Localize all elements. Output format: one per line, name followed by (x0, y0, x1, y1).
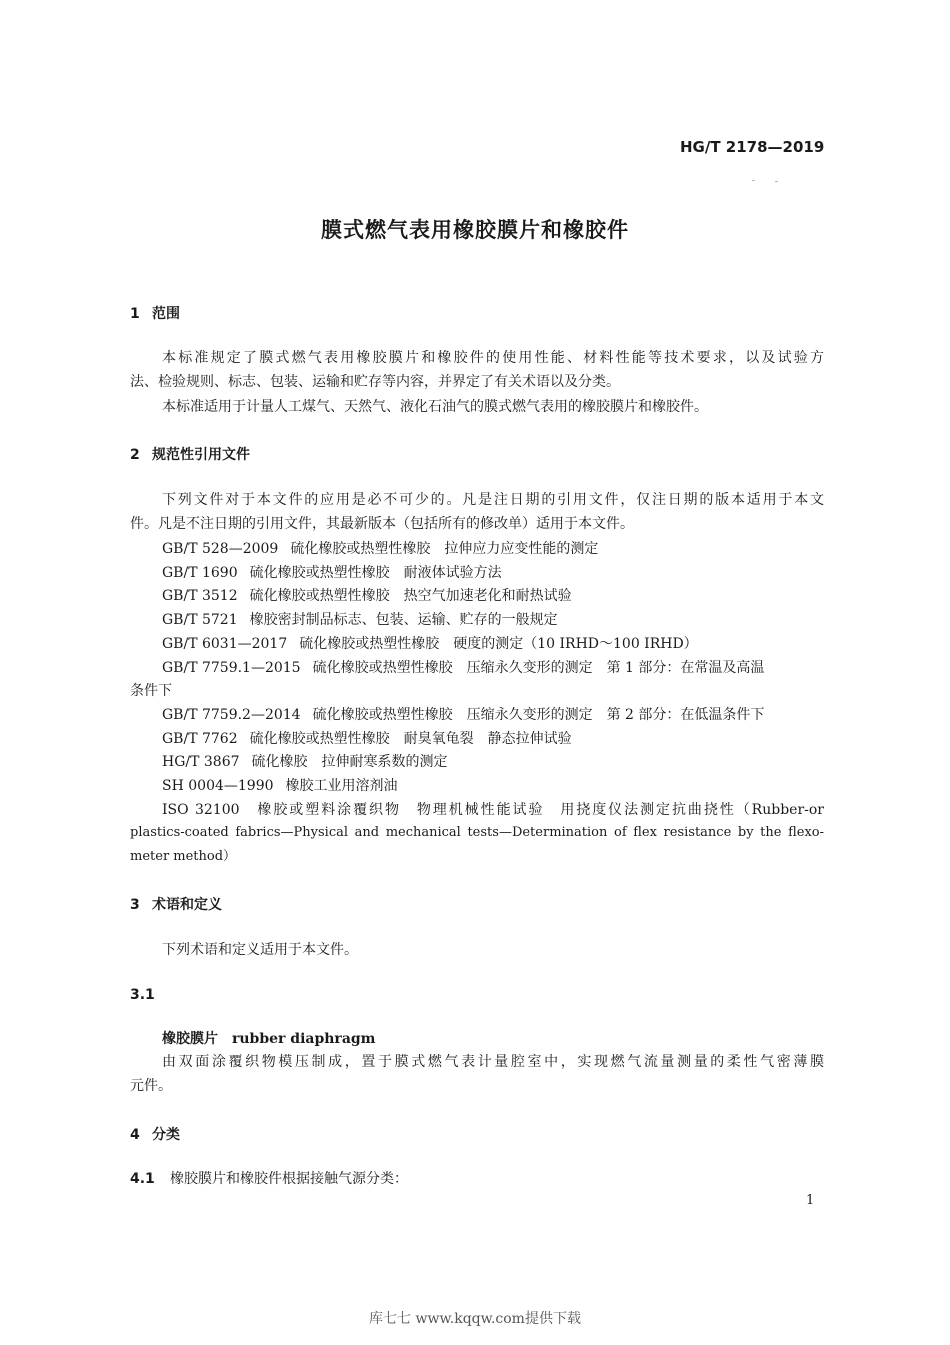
paragraph-line: 下列文件对于本文件的应用是必不可少的。凡是注日期的引用文件，仅注日期的版本适用于本文 (162, 492, 824, 508)
reference-item (162, 608, 558, 632)
reference-title: 硫化橡胶 拉伸耐寒系数的测定 (251, 754, 448, 770)
section-3-heading (130, 894, 222, 914)
subsection-number: 3.1 (130, 987, 155, 1003)
reference-title: 硫化橡胶或热塑性橡胶 压缩永久变形的测定 第 1 部分：在常温及高温 (312, 660, 765, 676)
subsection-text: 橡胶膜片和橡胶件根据接触气源分类： (170, 1171, 408, 1187)
section-number: 3 (130, 897, 140, 913)
reference-code: GB/T 3512 (162, 588, 238, 604)
reference-title: 硫化橡胶或热塑性橡胶 耐液体试验方法 (249, 565, 502, 581)
section-1-heading (130, 303, 180, 323)
page-number: 1 (806, 1193, 815, 1208)
paragraph-line: 下列术语和定义适用于本文件。 (162, 942, 358, 958)
reference-title: 硫化橡胶或热塑性橡胶 硬度的测定（10 IRHD～100 IRHD） (299, 636, 698, 652)
reference-item (162, 584, 572, 608)
section-number: 2 (130, 447, 140, 463)
subsection-number: 4.1 (130, 1171, 155, 1187)
subsection-4-1 (130, 1167, 408, 1191)
reference-item (162, 774, 398, 798)
reference-code: GB/T 7759.2—2014 (162, 707, 301, 723)
reference-code: GB/T 5721 (162, 612, 238, 628)
section-title: 规范性引用文件 (152, 447, 250, 463)
reference-item (162, 727, 572, 751)
scan-speck (752, 180, 755, 181)
reference-continuation: 条件下 (130, 683, 172, 699)
reference-item (162, 561, 502, 585)
paragraph-line: 本标准规定了膜式燃气表用橡胶膜片和橡胶件的使用性能、材料性能等技术要求，以及试验方 (162, 350, 824, 366)
reference-title: 橡胶密封制品标志、包装、运输、贮存的一般规定 (249, 612, 558, 628)
section-title: 范围 (152, 306, 180, 322)
section-2-heading (130, 444, 250, 464)
reference-title: 橡胶工业用溶剂油 (285, 778, 398, 794)
reference-item (162, 750, 448, 774)
paragraph-line: 本标准适用于计量人工煤气、天然气、液化石油气的膜式燃气表用的橡胶膜片和橡胶件。 (162, 399, 708, 415)
reference-code: GB/T 7759.1—2015 (162, 660, 301, 676)
paragraph-line: 由双面涂覆织物模压制成，置于膜式燃气表计量腔室中，实现燃气流量测量的柔性气密薄膜 (162, 1054, 824, 1070)
scan-speck (775, 181, 778, 182)
paragraph-line: meter method） (130, 849, 237, 864)
reference-title: 硫化橡胶或热塑性橡胶 压缩永久变形的测定 第 2 部分：在低温条件下 (312, 707, 765, 723)
reference-item (162, 632, 698, 656)
term-english: rubber diaphragm (232, 1031, 376, 1047)
reference-code: SH 0004—1990 (162, 778, 274, 794)
section-4-heading (130, 1124, 180, 1144)
reference-code: GB/T 1690 (162, 565, 238, 581)
reference-title: 硫化橡胶或热塑性橡胶 拉伸应力应变性能的测定 (290, 541, 599, 557)
reference-item (162, 537, 598, 561)
download-footer: 库七七 www.kqqw.com提供下载 (369, 1311, 581, 1327)
section-title: 分类 (152, 1127, 180, 1143)
paragraph-line: 件。凡是不注日期的引用文件，其最新版本（包括所有的修改单）适用于本文件。 (130, 516, 634, 532)
reference-code: GB/T 528—2009 (162, 541, 279, 557)
document-title: 膜式燃气表用橡胶膜片和橡胶件 (321, 218, 629, 242)
section-number: 4 (130, 1127, 140, 1143)
reference-title: 硫化橡胶或热塑性橡胶 耐臭氧龟裂 静态拉伸试验 (249, 731, 572, 747)
section-number: 1 (130, 306, 140, 322)
reference-code: GB/T 7762 (162, 731, 238, 747)
reference-title: 硫化橡胶或热塑性橡胶 热空气加速老化和耐热试验 (249, 588, 572, 604)
section-title: 术语和定义 (152, 897, 222, 913)
term-chinese: 橡胶膜片 (162, 1031, 218, 1047)
term-entry (162, 1027, 376, 1051)
paragraph-line: plastics-coated fabrics—Physical and mechanical tests—Determination of flex resistance by the flexo- (130, 825, 824, 840)
paragraph-line: 法、检验规则、标志、包装、运输和贮存等内容，并界定了有关术语以及分类。 (130, 374, 620, 390)
reference-item (162, 656, 824, 680)
reference-code: GB/T 6031—2017 (162, 636, 288, 652)
paragraph-line: 元件。 (130, 1078, 172, 1094)
paragraph-line: ISO 32100 橡胶或塑料涂覆织物 物理机械性能试验 用挠度仪法测定抗曲挠性（Rubber-or (162, 802, 824, 818)
reference-item (162, 703, 764, 727)
reference-code: HG/T 3867 (162, 754, 240, 770)
standard-code: HG/T 2178—2019 (680, 138, 825, 156)
